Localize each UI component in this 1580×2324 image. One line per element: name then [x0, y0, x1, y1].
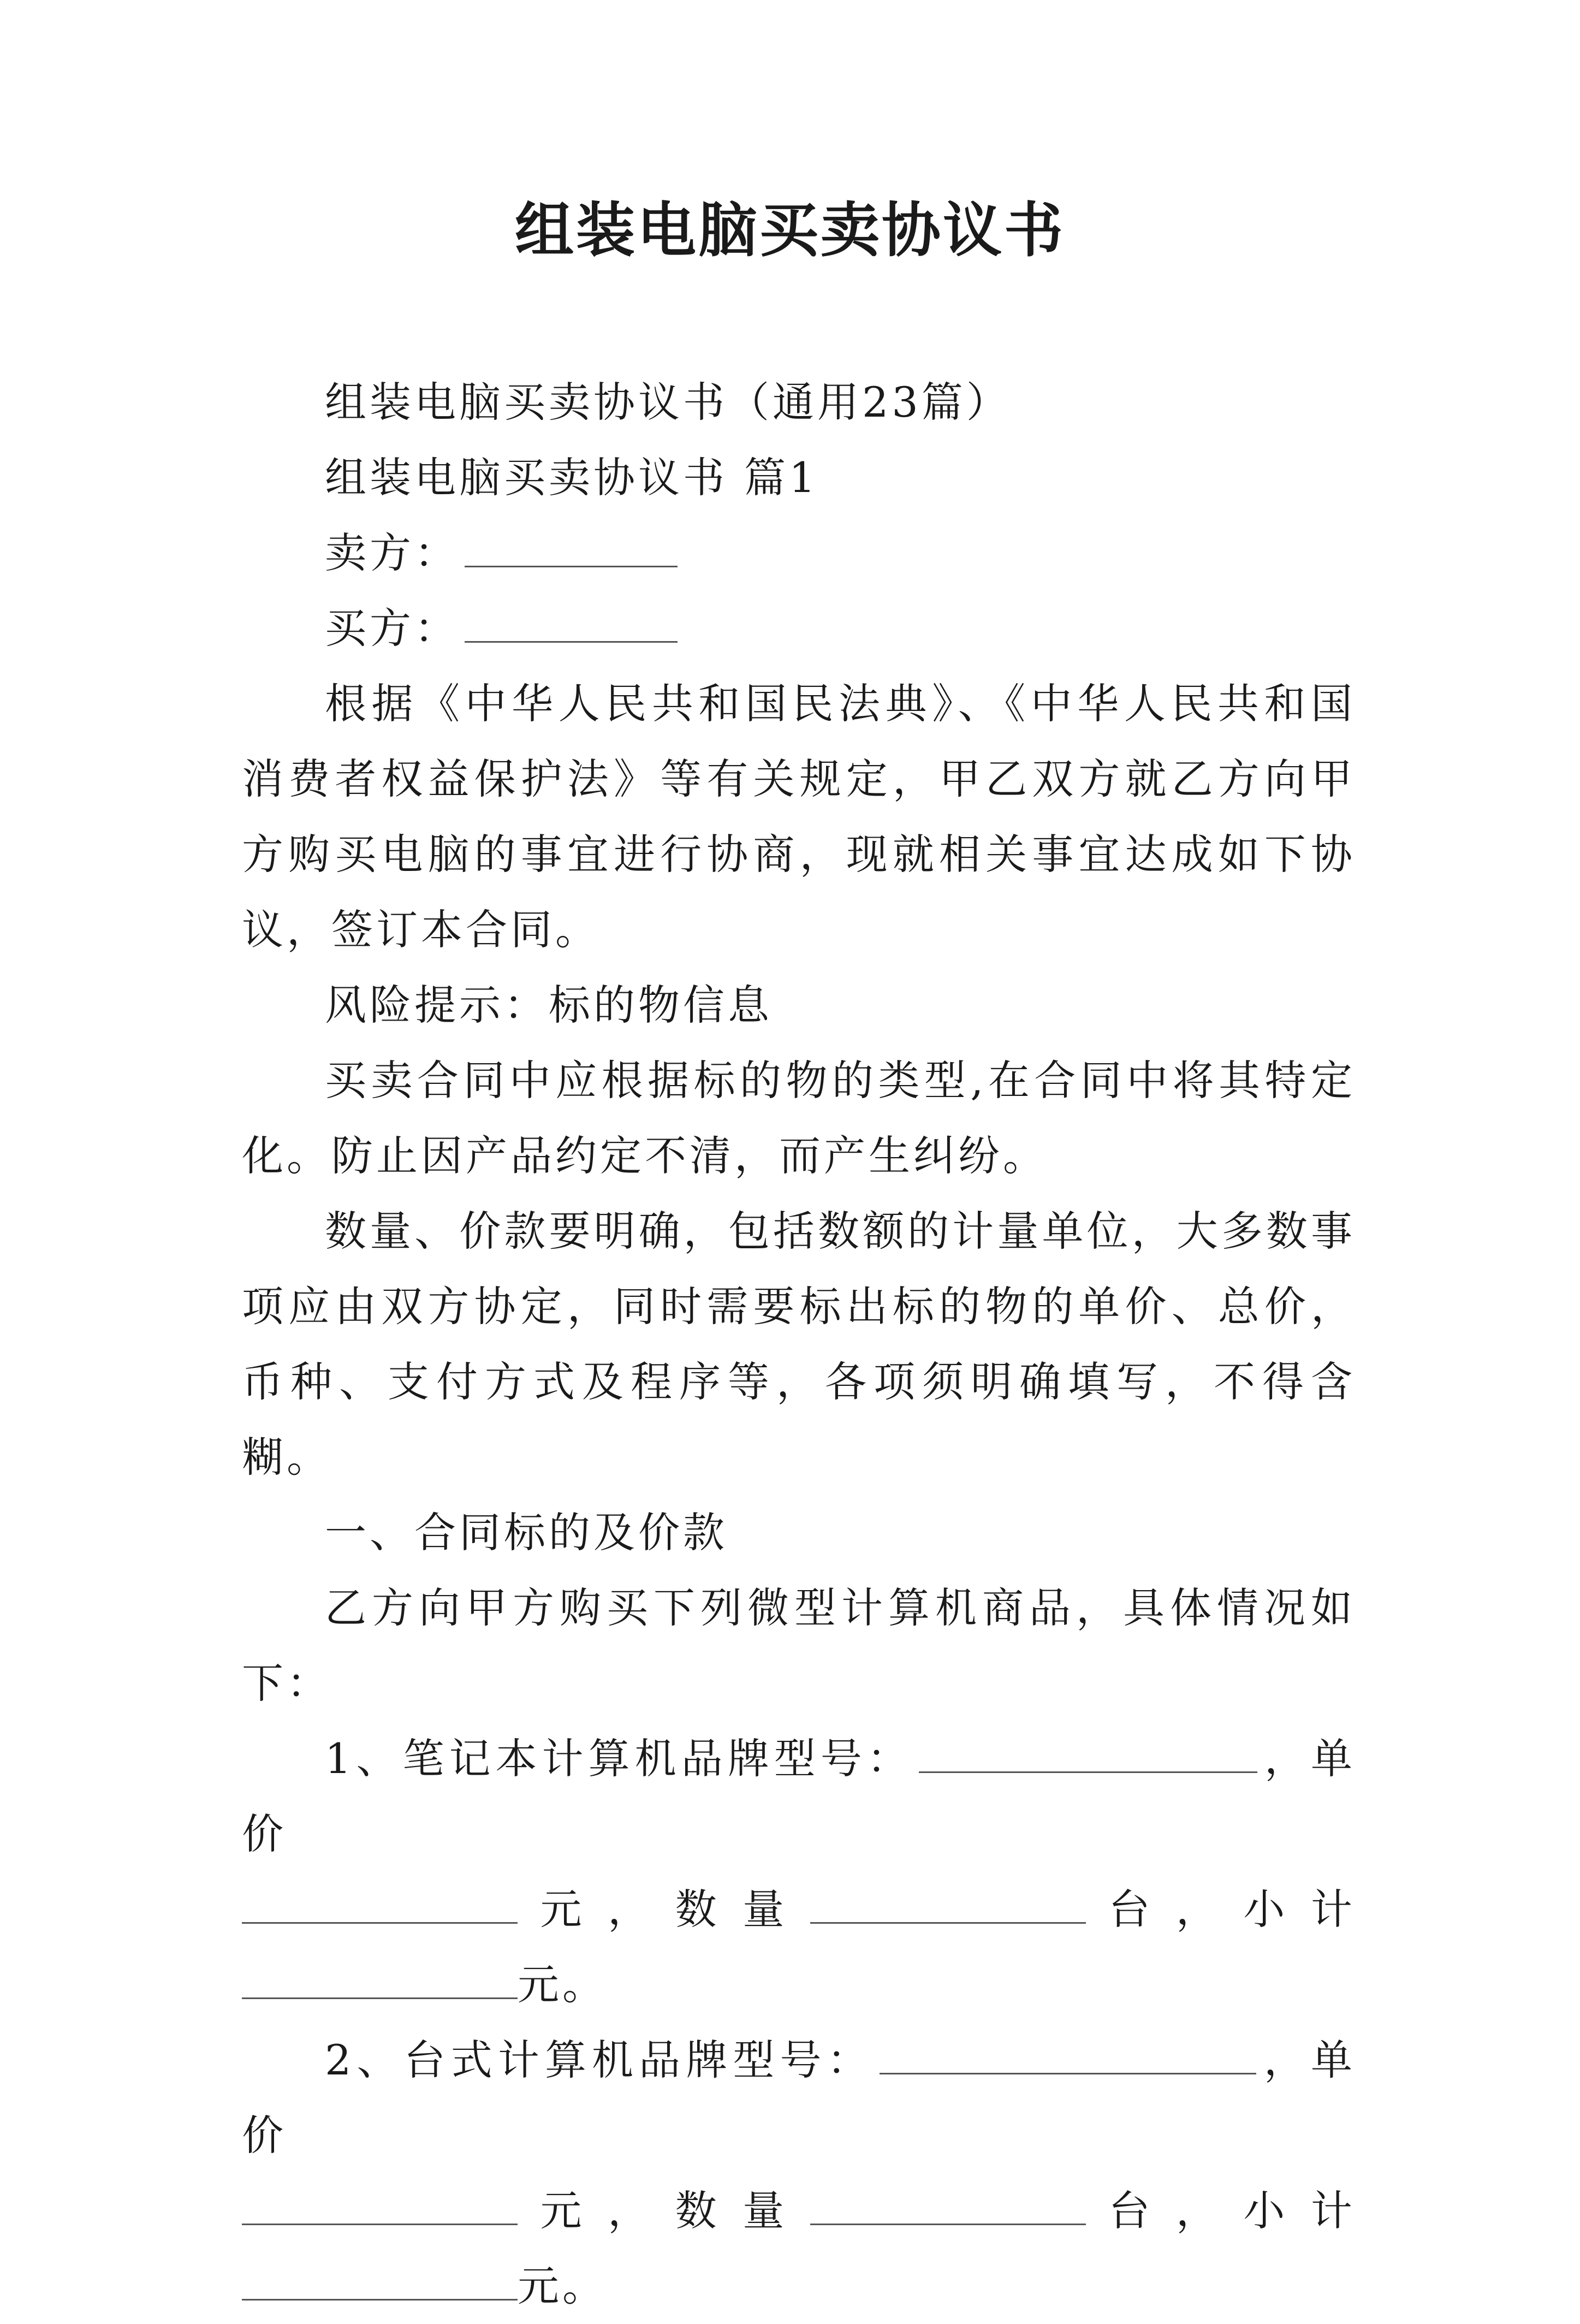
item2-qty-blank[interactable] — [810, 2184, 1086, 2225]
item2-qty-label-a: 数 — [675, 2186, 720, 2235]
risk-paragraph-1: 买卖合同中应根据标的物的类型,在合同中将其特定化。防止因产品约定不清，而产生纠纷。 — [242, 1056, 1356, 1180]
item2-yuan: 元 — [540, 2186, 585, 2235]
clause1-intro: 乙方向甲方购买下列微型计算机商品，具体情况如下： — [242, 1584, 1356, 1708]
seller-blank[interactable] — [465, 526, 678, 567]
item1-end: 元。 — [518, 1960, 607, 2009]
item2-line3 — [242, 2249, 1356, 2324]
item1-brand-blank[interactable] — [919, 1732, 1257, 1773]
item2-comma-2: ， — [1175, 2186, 1221, 2235]
item1-line2 — [242, 1872, 1356, 1947]
item1-prefix: 1、笔记本计算机品牌型号： — [325, 1734, 913, 1783]
item2-subtotal-label-b: 计 — [1310, 2186, 1356, 2235]
buyer-line — [242, 591, 1356, 666]
item2-comma: ， — [608, 2186, 653, 2235]
item2-unit-price-label: ，单价 — [242, 2036, 1356, 2160]
item2-line1 — [242, 2023, 1356, 2173]
seller-label: 卖方： — [325, 529, 459, 577]
item1-price-blank[interactable] — [242, 1883, 518, 1924]
document-body — [242, 365, 1356, 2324]
preamble-paragraph: 根据《中华人民共和国民法典》、《中华人民共和国消费者权益保护法》等有关规定，甲乙双方就乙方向甲方购买电脑的事宜进行协商，现就相关事宜达成如下协议，签订本合同。 — [242, 679, 1356, 954]
item2-subtotal-label-a: 小 — [1243, 2186, 1288, 2235]
item1-line1 — [242, 1721, 1356, 1872]
seller-line — [242, 515, 1356, 591]
item2-prefix: 2、台式计算机品牌型号： — [325, 2036, 874, 2084]
section-heading: 组装电脑买卖协议书 篇1 — [325, 453, 819, 502]
document-title: 组装电脑买卖协议书 — [514, 196, 1065, 265]
item1-comma: ， — [608, 1885, 653, 1934]
item2-end: 元。 — [518, 2262, 607, 2310]
buyer-blank[interactable] — [465, 602, 678, 643]
item1-yuan: 元 — [540, 1885, 585, 1934]
risk-paragraph-2: 数量、价款要明确，包括数额的计量单位，大多数事项应由双方协定，同时需要标出标的物的单价、总价，币种、支付方式及程序等，各项须明确填写，不得含糊。 — [242, 1207, 1356, 1481]
item1-subtotal-blank[interactable] — [242, 1958, 518, 1999]
item1-qty-label-a: 数 — [675, 1885, 720, 1934]
item2-subtotal-blank[interactable] — [242, 2260, 518, 2301]
item1-qty-label-b: 量 — [743, 1885, 788, 1934]
item2-line2 — [242, 2173, 1356, 2249]
buyer-label: 买方： — [325, 604, 459, 653]
item2-qty-label-b: 量 — [743, 2186, 788, 2235]
item2-price-blank[interactable] — [242, 2184, 518, 2225]
item1-subtotal-label-a: 小 — [1243, 1885, 1288, 1934]
item2-brand-blank[interactable] — [880, 2034, 1256, 2074]
risk-heading: 风险提示：标的物信息 — [325, 981, 773, 1029]
item1-comma-2: ， — [1175, 1885, 1221, 1934]
item1-subtotal-label-b: 计 — [1310, 1885, 1356, 1934]
item2-unit: 台 — [1108, 2186, 1154, 2235]
clause1-heading: 一、合同标的及价款 — [325, 1508, 728, 1557]
item1-unit-price-label: ，单价 — [242, 1734, 1356, 1858]
item1-qty-blank[interactable] — [810, 1883, 1086, 1924]
item1-unit: 台 — [1108, 1885, 1154, 1934]
item1-line3 — [242, 1947, 1356, 2023]
subtitle: 组装电脑买卖协议书（通用23篇） — [325, 378, 1011, 426]
